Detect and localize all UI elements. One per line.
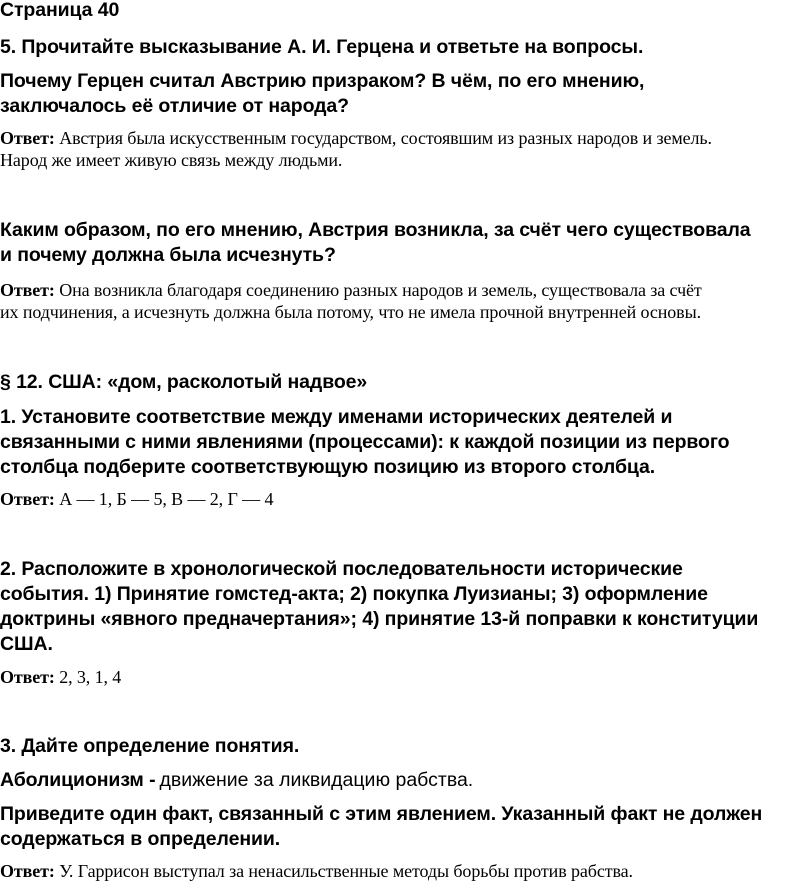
answer-label: Ответ:	[0, 280, 55, 300]
question-3-title: 3. Дайте определение понятия.	[0, 735, 300, 757]
answer-label: Ответ:	[0, 861, 55, 881]
question-5-1-line-1: Почему Герцен считал Австрию призраком? В чём, по его мнению,	[0, 70, 645, 92]
question-5-2-line-2: и почему должна была исчезнуть?	[0, 244, 336, 266]
answer-label: Ответ:	[0, 489, 55, 509]
question-5-2-line-1: Каким образом, по его мнению, Австрия возникла, за счёт чего существовала	[0, 219, 751, 241]
question-2-line-2: события. 1) Принятие гомстед-акта; 2) покупка Луизианы; 3) оформление	[0, 583, 708, 605]
answer-label: Ответ:	[0, 128, 55, 148]
answer-text: У. Гаррисон выступал за ненасильственные методы борьбы против рабства.	[59, 861, 633, 881]
question-3-fact-line-2: содержаться в определении.	[0, 828, 281, 850]
answer-text: А — 1, Б — 5, В — 2, Г — 4	[59, 489, 274, 509]
term-definition	[0, 769, 473, 792]
answer-5-1-line-1	[0, 128, 712, 149]
answer-3	[0, 861, 633, 882]
answer-5-2-line-2: их подчинения, а исчезнуть должна была потому, что не имела прочной внутренней основы.	[0, 302, 701, 322]
answer-5-1-line-2: Народ же имеет живую связь между людьми.	[0, 150, 343, 170]
question-5-title: 5. Прочитайте высказывание А. И. Герцена и ответьте на вопросы.	[0, 36, 644, 58]
question-2-line-3: доктрины «явного предначертания»; 4) принятие 13-й поправки к конституции	[0, 608, 759, 630]
answer-2	[0, 667, 121, 688]
section-12-title: § 12. США: «дом, расколотый надвое»	[0, 371, 368, 393]
question-1-line-1: 1. Установите соответствие между именами исторических деятелей и	[0, 406, 673, 428]
definition: движение за ликвидацию рабства.	[159, 769, 474, 791]
question-1-line-3: столбца подберите соответствующую позицию из второго столбца.	[0, 456, 656, 478]
question-2-line-4: США.	[0, 633, 53, 655]
answer-text: Австрия была искусственным государством, состоявшим из разных народов и земель.	[59, 128, 712, 148]
answer-1	[0, 489, 273, 510]
term: Аболиционизм -	[0, 769, 156, 791]
question-1-line-2: связанными с ними явлениями (процессами): к каждой позиции из первого	[0, 431, 730, 453]
answer-5-2-line-1	[0, 280, 702, 301]
question-2-line-1: 2. Расположите в хронологической последовательности исторические	[0, 558, 683, 580]
answer-label: Ответ:	[0, 667, 55, 687]
answer-text: Она возникла благодаря соединению разных народов и земель, существовала за счёт	[59, 280, 702, 300]
question-3-fact-line-1: Приведите один факт, связанный с этим явлением. Указанный факт не должен	[0, 803, 763, 825]
question-5-1-line-2: заключалось её отличие от народа?	[0, 95, 349, 117]
answer-text: 2, 3, 1, 4	[59, 667, 122, 687]
page-title: Страница 40	[0, 0, 120, 21]
